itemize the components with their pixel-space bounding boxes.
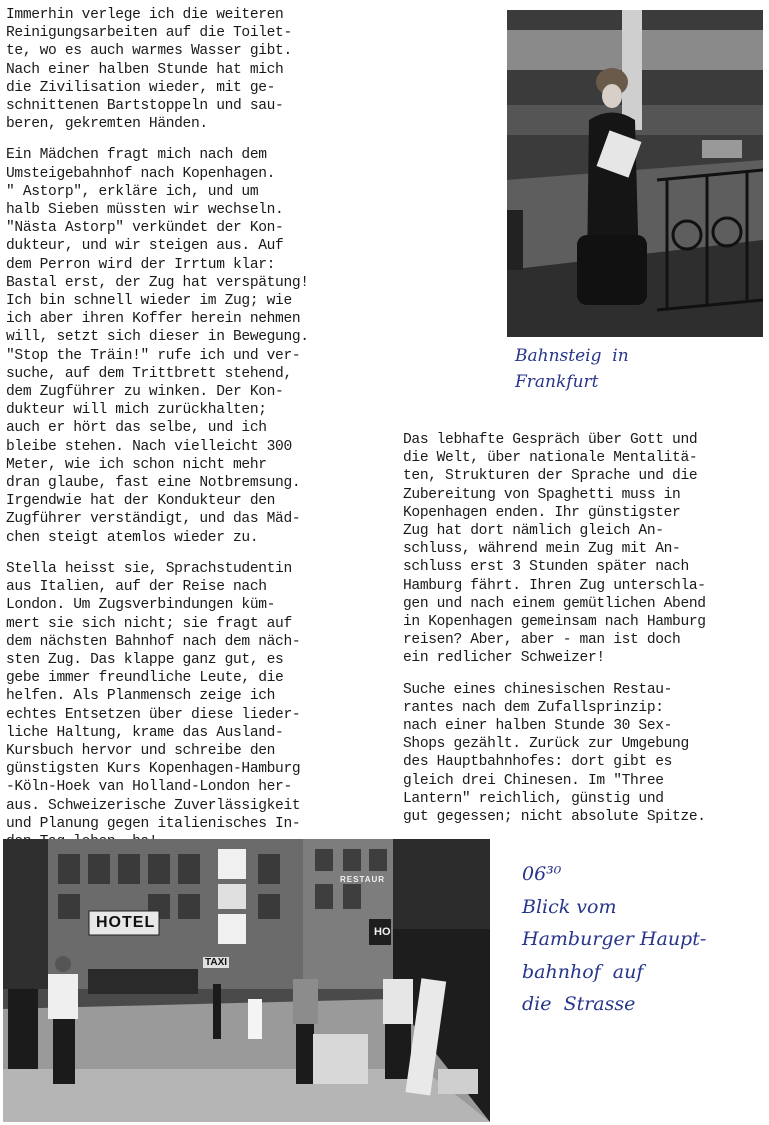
paragraph: Immerhin verlege ich die weiteren Reinigungsarbeiten auf die Toilet- te, wo es auch warmes Wasser gibt. Nach einer halben Stunde hat mich die Zivilisation wieder, mit ge- schnittenen Bartstoppeln und sau- beren, gekremten Händen. [6, 7, 292, 133]
paragraph: Ein Mädchen fragt mich nach dem Umsteigebahnhof nach Kopenhagen. " Astorp", erkläre ich, und um halb Sieben müssten wir wechseln. "Nästa Astorp" verkündet der Kon- dukteur, und wir steigen aus. Auf dem Perron wird der Irrtum klar: Bastal erst, der Zug hat verspätung! Ich bin schnell wieder im Zug; wie ich aber ihren Koffer herein nehmen will, setzt sich dieser in Bewegung. "Stop the Träin!" rufe ich und ver- suche, auf dem Trittbrett stehend, dem Zugführer zu winken. Der Kon- dukteur will mich zurückhalten; auch er hört das selbe, und ich bleibe stehen. Nach vielleicht 300 Meter, wie ich schon nicht mehr dran glaube, fast eine Notbremsung. Irgendwie hat der Kondukteur den Zugführer verständigt, und das Mäd- chen steigt atemlos wieder zu. [6, 147, 309, 546]
photo-platform-frankfurt [507, 10, 763, 337]
photo-hamburg-street-image [3, 839, 490, 1122]
text-column-right [403, 431, 765, 839]
caption-text: Blick vom Hamburger Haupt- bahnhof auf die Strasse [522, 895, 707, 1015]
caption-time: 06³⁰ [522, 863, 562, 885]
sign-restaurant: RESTAUR [340, 875, 386, 884]
photo-platform-frankfurt-image [507, 10, 763, 337]
sign-ho: HO [374, 926, 391, 938]
paragraph: Das lebhafte Gespräch über Gott und die Welt, über nationale Mentalitä- ten, Strukturen der Sprache und die Zubereitung von Spaghetti muss in Kopenhagen enden. Ihr günstigster Zug hat dort nämlich gleich An- schluss, während mein Zug mit An- schluss erst 3 Stunden später nach Hamburg fährt. Ihren Zug unterschla- gen und nach einem gemütlichen Abend in Kopenhagen gemeinsam nach Hamburg reisen? Aber, aber - man ist doch ein redlicher Schweizer! [403, 432, 706, 667]
photo-hamburg-street [3, 839, 490, 1122]
paragraph: Suche eines chinesischen Restau- rantes nach dem Zufallsprinzip: nach einer halben Stunde 30 Sex- Shops gezählt. Zurück zur Umgebung des Hauptbahnhofes: dort gibt es gleich drei Chinesen. Im "Three Lantern" reichlich, günstig und gut gegessen; nicht absolute Spitze. [403, 681, 706, 826]
paragraph: Stella heisst sie, Sprachstudentin aus Italien, auf der Reise nach London. Um Zugsverbindungen küm- mert sie sich nicht; sie fragt auf dem nächsten Bahnhof nach dem näch- sten Zug. Das klappe ganz gut, es gebe immer freundliche Leute, die helfen. Als Planmensch zeige ich echtes Entsetzen über diese lieder- liche Haltung, krame das Ausland- Kursbuch hervor und schreibe den günstigsten Kurs Kopenhagen-Hamburg -Köln-Hoek van Holland-London her- aus. Schweizerische Zuverlässigkeit und Planung gegen italienisches In- [6, 560, 301, 832]
sign-taxi: TAXI [205, 957, 228, 968]
photo-caption-handwritten: Bahnsteig in Frankfurt [515, 346, 629, 392]
sign-hotel: HOTEL [96, 914, 156, 931]
photo-caption-handwritten-bottom [522, 858, 706, 1021]
text-column-left [6, 6, 361, 864]
